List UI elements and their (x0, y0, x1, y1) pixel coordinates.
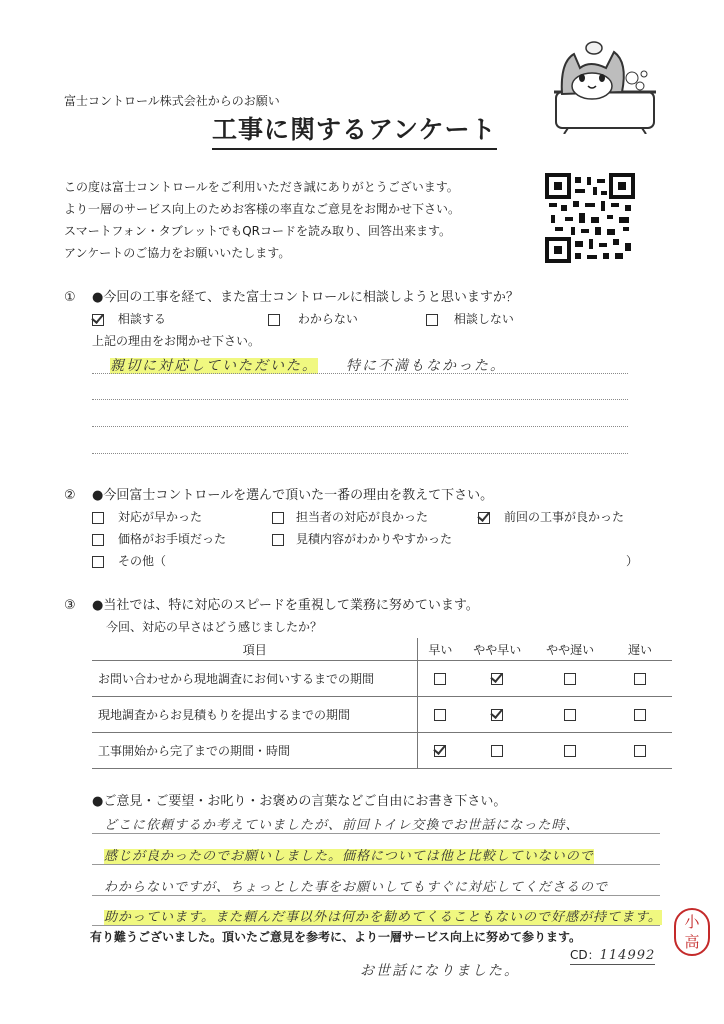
column-header: 遅い (608, 638, 672, 661)
comment-line-2: 感じが良かったのでお願いしました。価格については他と比較していないので (104, 849, 594, 864)
comment-rule (92, 895, 660, 896)
qr-code-icon (545, 173, 635, 263)
cd-value: 114992 (599, 948, 656, 963)
rating-checkbox[interactable] (491, 745, 503, 757)
q2-option-label: 担当者の対応が良かった (296, 510, 429, 524)
table-header-row (92, 638, 672, 661)
cd-label: CD： (570, 948, 600, 962)
rating-checkbox[interactable] (434, 709, 446, 721)
intro-line-1: この度は富士コントロールをご利用いただき誠にありがとうございます。 (64, 180, 459, 194)
q2-number: ② (64, 488, 76, 503)
approval-stamp: 小 高 (674, 908, 710, 956)
comment-rule (92, 925, 660, 926)
q2-checkbox[interactable] (92, 556, 104, 568)
q2-other-close: ） (626, 554, 639, 568)
q1-option-no-consult[interactable] (426, 312, 514, 326)
q2-option-fast-response[interactable] (92, 510, 202, 524)
answer-rule (92, 399, 628, 400)
comments-prompt: ●ご意見・ご要望・お叱り・お褒めの言葉などご自由にお書き下さい。 (92, 794, 507, 809)
q2-option-estimate[interactable] (272, 532, 452, 546)
answer-rule (92, 426, 628, 427)
row-item: お問い合わせから現地調査にお伺いするまでの期間 (92, 661, 418, 697)
intro-line-3: スマートフォン・タブレットでもQRコードを読み取り、回答出来ます。 (64, 224, 452, 238)
speed-rating-table (92, 638, 672, 769)
q1-checkbox-unsure[interactable] (268, 314, 280, 326)
column-header: やや早い (462, 638, 532, 661)
q2-option-other[interactable] (92, 554, 166, 568)
q2-option-label: 価格がお手頃だった (118, 532, 227, 546)
comment-line-3: わからないですが、ちょっとした事をお願いしてもすぐに対応してくださるので (104, 880, 609, 895)
q1-checkbox-no-consult[interactable] (426, 314, 438, 326)
q2-option-label: その他（ (118, 554, 167, 568)
q2-checkbox[interactable] (92, 534, 104, 546)
column-header: 項目 (92, 638, 418, 661)
intro-line-4: アンケートのご協力をお願いいたします。 (64, 246, 291, 260)
answer-rule (92, 453, 628, 454)
rating-checkbox[interactable] (434, 673, 446, 685)
cat-mascot-icon (548, 34, 660, 134)
q1-number: ① (64, 290, 76, 305)
rating-checkbox[interactable] (634, 673, 646, 685)
rating-checkbox[interactable] (634, 709, 646, 721)
q2-option-previous-work[interactable] (478, 510, 624, 524)
q3-sub-question: 今回、対応の早さはどう感じましたか？ (106, 620, 323, 634)
customer-code (570, 948, 655, 965)
q1-option-label: 相談する (117, 312, 166, 326)
q2-checkbox[interactable] (92, 512, 104, 524)
rating-checkbox[interactable] (564, 673, 576, 685)
row-item: 工事開始から完了までの期間・時間 (92, 733, 418, 769)
q1-option-unsure[interactable] (268, 312, 358, 326)
comment-line-1: どこに依頼するか考えていましたが、前回トイレ交換でお世話になった時、 (104, 818, 580, 833)
rating-checkbox[interactable] (564, 745, 576, 757)
row-item: 現地調査からお見積もりを提出するまでの期間 (92, 697, 418, 733)
company-request-line: 富士コントロール株式会社からのお願い (64, 94, 280, 108)
intro-line-2: より一層のサービス向上のためお客様の率直なご意見をお聞かせ下さい。 (64, 202, 461, 216)
q2-option-staff[interactable] (272, 510, 428, 524)
rating-checkbox[interactable] (491, 709, 503, 721)
column-header: 早い (418, 638, 462, 661)
rating-checkbox[interactable] (634, 745, 646, 757)
q2-checkbox[interactable] (272, 534, 284, 546)
q2-checkbox[interactable] (478, 512, 490, 524)
thanks-message: 有り難うございました。頂いたご意見を参考に、より一層サービス向上に努めて参ります。 (90, 930, 582, 944)
q2-question: ●今回富士コントロールを選んで頂いた一番の理由を教えて下さい。 (92, 488, 494, 503)
q1-option-label: わからない (297, 312, 358, 326)
q1-reason-answer: 親切に対応していただいた。 特に不満もなかった。 (110, 358, 506, 374)
table-row (92, 733, 672, 769)
comment-rule (92, 833, 660, 834)
q1-option-label: 相談しない (453, 312, 514, 326)
q2-checkbox[interactable] (272, 512, 284, 524)
q3-question: ●当社では、特に対応のスピードを重視して業務に努めています。 (92, 598, 479, 613)
rating-checkbox[interactable] (564, 709, 576, 721)
q3-number: ③ (64, 598, 76, 613)
q2-option-label: 前回の工事が良かった (504, 510, 625, 524)
handwritten-note: お世話になりました。 (360, 963, 520, 979)
q2-option-price[interactable] (92, 532, 226, 546)
q1-reason-prompt: 上記の理由をお聞かせ下さい。 (92, 334, 261, 348)
column-header: やや遅い (532, 638, 608, 661)
table-row (92, 697, 672, 733)
answer-rule (92, 373, 628, 374)
rating-checkbox[interactable] (434, 745, 446, 757)
q1-checkbox-consult[interactable] (92, 314, 104, 326)
q2-option-label: 見積内容がわかりやすかった (296, 532, 453, 546)
q1-option-consult[interactable] (92, 312, 166, 326)
comment-rule (92, 864, 660, 865)
comment-line-4: 助かっています。また頼んだ事以外は何かを勧めてくることもないので好感が持てます。 (104, 910, 662, 925)
q1-question: ●今回の工事を経て、また富士コントロールに相談しようと思いますか？ (92, 290, 519, 305)
page-title: 工事に関するアンケート (212, 114, 497, 150)
rating-checkbox[interactable] (491, 673, 503, 685)
table-row (92, 661, 672, 697)
q2-option-label: 対応が早かった (118, 510, 203, 524)
